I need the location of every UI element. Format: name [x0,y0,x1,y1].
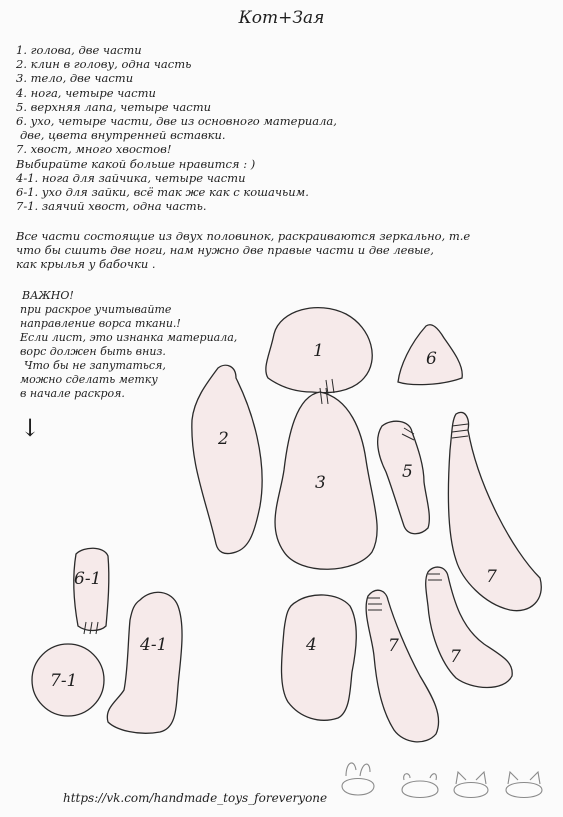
parts-list-line: 4-1. нога для зайчика, четыре части [16,170,246,185]
bear-head-icon [402,774,438,798]
piece-label: 4-1 [140,635,168,655]
mirror-cut-note-line: что бы сшить две ноги, нам нужно две правые части и две левые, [16,243,434,258]
source-link[interactable]: https://vk.com/handmade_toys_foreveryone [63,791,328,805]
parts-list-line: 3. тело, две части [16,71,134,86]
warning-line: в начале раскроя. [20,387,125,400]
pattern-piece-upper-paw [378,421,430,534]
mirror-cut-note-line: Все части состоящие из двух половинок, раскраиваются зеркально, т.е [16,229,471,243]
warning-line: при раскрое учитывайте [20,303,172,316]
warning-line: Если лист, это изнанка материала, [20,331,238,344]
parts-list-line: 5. верхняя лапа, четыре части [16,99,212,114]
parts-list-line: 1. голова, две части [16,43,142,57]
parts-list-line: две, цвета внутренней вставки. [20,128,226,143]
warning-line: можно сделать метку [20,373,158,386]
piece-label: 1 [313,341,324,361]
pattern-piece-leg [282,595,357,720]
cat-head-icon [454,772,488,798]
arrow-down-icon: ↓ [20,414,41,442]
piece-label: 5 [402,462,413,482]
mirror-cut-note-line: как крылья у бабочки . [16,257,156,272]
piece-label: 4 [306,635,317,655]
pattern-piece-bunny-ear [74,548,109,634]
parts-list-line: 6. ухо, четыре части, две из основного материала, [16,114,337,129]
piece-label: 6-1 [74,569,102,589]
pattern-piece-bunny-tail [32,644,104,716]
pattern-piece-tail [366,590,438,742]
piece-label: 7 [388,636,399,656]
pattern-piece-tail [448,412,541,610]
cat-head-icon [506,772,542,798]
bunny-head-icon [342,763,374,795]
piece-label: 2 [218,429,229,449]
warning-line: Что бы не запутаться, [24,359,166,372]
pattern-piece-body [275,388,377,569]
piece-label: 6 [426,349,437,369]
pattern-piece-head [266,308,372,394]
piece-label: 7 [450,647,461,667]
piece-label: 7-1 [50,671,78,691]
warning-line: ВАЖНО! [22,289,74,302]
parts-list-line: 4. нога, четыре части [16,85,156,100]
pattern-piece-ear [398,325,462,385]
warning-line: направление ворса ткани.! [20,317,181,330]
parts-list-line: Выбирайте какой больше нравится : ) [16,156,256,171]
piece-label: 7 [486,567,497,587]
pattern-piece-bunny-leg [107,592,182,733]
parts-list-line: 7. хвост, много хвостов! [16,142,172,157]
parts-list-line: 2. клин в голову, одна часть [16,57,192,72]
page-title: Кот+Зая [238,8,325,28]
parts-list-line: 7-1. заячий хвост, одна часть. [16,199,207,214]
warning-line: ворс должен быть вниз. [20,345,166,358]
pattern-piece-head-gusset [192,365,262,553]
parts-list-line: 6-1. ухо для зайки, всё так же как с кошачьим. [16,185,309,200]
piece-label: 3 [315,473,326,493]
